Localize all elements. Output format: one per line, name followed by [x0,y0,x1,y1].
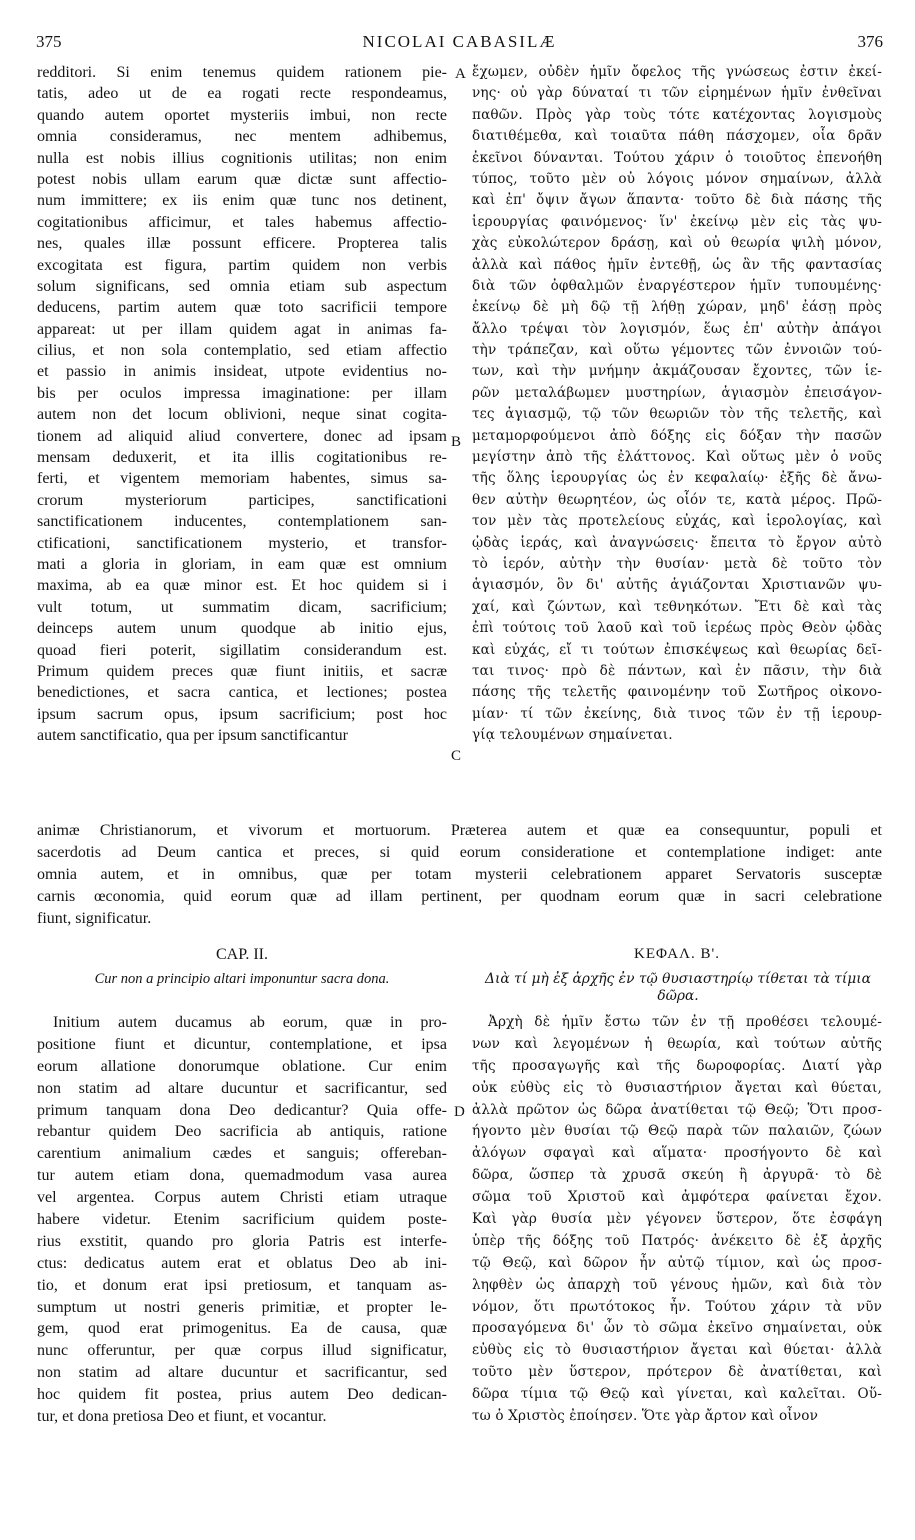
running-head [36,32,883,56]
text-line: Ἀρχὴ δὲ ἡμῖν ἔστω τῶν ἐν τῇ προθέσει τελουμέ- [488,1014,882,1030]
text-line: tur, et dona pretiosa Deo et fiunt, et vocantur. [37,1408,327,1426]
text-line: τοῦτο μὲν ὕστερον, πρότερον δὲ ἀνατίθεται, καὶ [472,1364,882,1381]
text-line: ρῶν μεταλάβωμεν μυστηρίων, ἁγιασμὸν ἐπεισάγον- [472,384,882,401]
latin-chapter-subtitle: Cur non a principio altari imponuntur sacra dona. [94,971,390,987]
text-line: διατιθέμεθα, καὶ τοιαῦτα πάθη πάσχομεν, οἷα δρᾶν [472,128,882,145]
text-line: χαί, καὶ ζώντων, καὶ τεθνηκότων. Ἔτι δὲ καὶ τὰς [472,598,882,615]
text-line: appareat: ut per illam quidem agat in animas fa- [37,320,447,338]
text-line: Καὶ γὰρ θυσία μὲν γέγονεν ὕστερον, ὅτε ἐσφάγη [472,1211,882,1228]
text-line: tionem ad aliquid aliud convertere, donec ad ipsam [37,427,447,445]
text-line: τῷ Θεῷ, καὶ δῶρον ἦν αὐτῷ τίμιον, καὶ ὡς προσ- [472,1254,882,1271]
text-line: δῶρα τίμια τῷ Θεῷ καὶ γίνεται, καὶ καλεῖται. Οὕ- [472,1386,882,1403]
margin-marker-b: B [451,434,462,450]
text-line: τὴν τράπεζαν, καὶ οὕτω γέμοντες τῶν ἐννοιῶν τού- [472,342,882,359]
text-line: nunc offeruntur, per quæ corpus illud significatur, [37,1342,447,1360]
text-line: μεγίστην ἀπὸ τῆς ἐλάττονος. Καὶ οὕτως μὲν ὁ νοῦς [472,449,882,466]
text-line: νόμον, ὅτι πρωτότοκος ἦν. Τούτου χάριν τὰ νῦν [472,1298,882,1315]
text-line: benedictiones, et sacra cantica, et lectiones; postea [37,684,447,702]
latin-chapter-title: CAP. II. [215,946,268,963]
text-line: οὐκ εὐθὺς εἰς τὸ θυσιαστήριον ἄγεται καὶ θύεται, [472,1079,882,1096]
margin-marker-d: D [454,1104,465,1120]
text-line: potest nobis ullam earum quæ dictæ sunt affectio- [37,170,447,188]
greek-chapter-title: ΚΕΦΑΛ. Β'. [634,946,720,962]
text-line: non statim ad altare ducuntur et sacrificantur, sed [37,1079,447,1097]
text-line: num immittere; ex iis enim quæ tunc nos detinent, [37,192,447,210]
latin-column-bottom [37,1012,447,1428]
text-line: maxima, ab ea quæ minor est. Et hoc quidem si i [37,577,447,595]
text-line: τῆς προσαγωγῆς καὶ τῆς δωροφορίας. Διατί γὰρ [472,1057,882,1074]
text-line: vel argentea. Corpus autem Christi etiam utraque [37,1189,447,1207]
text-line: τω ὁ Χριστὸς ἐποίησεν. Ὅτε γὰρ ἄρτον καὶ οἶνον [472,1408,818,1425]
text-line: καὶ εὐχάς, εἴ τι τούτων ἐπισκέψεως καὶ θεωρίας δεῖ- [472,641,882,658]
latin-column-top [37,62,447,747]
text-line: sanctificationem inducentes, contemplationem san- [37,513,447,531]
greek-column-bottom [472,1012,882,1428]
text-line: quoad fieri poterit, sigillatim considerandum est. [37,641,447,659]
text-line: sumptum ut nostri generis primitiæ, et propter le- [37,1298,447,1316]
text-line: animæ Christianorum, et vivorum et mortuorum. Præterea autem et quæ ea consequuntur, populi et [37,822,882,839]
text-line: νης· οὐ γὰρ δύναταί τι τῶν εἰρημένων ἡμῖν ἐνθεῖναι [472,85,882,102]
text-line: habere videtur. Etenim sacrificium quidem poste- [37,1211,447,1229]
text-line: τὸ ἱερόν, αὐτὴν τὴν θυσίαν· μετὰ δὲ τοῦτο τὸν [472,555,882,572]
text-line: rius exstitit, quando pro gloria Patris est interfe- [37,1232,447,1250]
text-line: ᾠδὰς ἱεράς, καὶ ἀναγνώσεις· ἔπειτα τὸ ἔργον αὐτὸ [472,534,882,551]
text-line: autem non det locum oblivioni, neque sinat cogita- [37,406,447,424]
text-line: τῆς ὅλης ἱερουργίας ὡς ἐν κεφαλαίῳ· ἑξῆς δὲ ἄνω- [472,470,882,487]
text-line: et passio in animis insideat, utpote evidentius no- [37,363,447,381]
text-line: cogitationibus afficimur, et tales habemus affectio- [37,213,447,231]
text-line: θεν αὐτὴν θεωρητέον, ὡς οἷόν τε, κατὰ μέρος. Πρῶ- [472,491,882,508]
greek-column-top [472,62,882,747]
text-line: γίᾳ τελουμένων σημαίνεται. [472,727,673,744]
text-line: εὐθὺς εἰς τὸ θυσιαστήριον ἄγεται καὶ θύεται· ἀλλὰ [472,1342,882,1359]
text-line: ἁγιασμόν, ὃν δι' αὐτῆς ἁγιάζονται Χριστιανῶν ψυ- [472,577,882,594]
text-line: ipsum sacrum opus, ipsum sacrificium; post hoc [37,705,447,723]
text-line: carnis œconomia, quid eorum quæ ad illam pertinent, per quodnam eorum quæ in sacri celebratione [37,888,882,905]
text-line: primum tanquam dona Deo dedicantur? Quia offe- [37,1101,447,1119]
text-line: τον μὲν τὰς προτελείους εὐχάς, καὶ ἱερολογίας, καὶ [472,513,882,530]
text-line: omnia autem, et in omnibus, quæ per totam mysterii celebrationem apparet Servatoris susceptæ [37,866,882,883]
text-line: διὰ τῶν ὀφθαλμῶν ἐναργέστερον ἡμῖν τυπουμένης· [472,277,882,294]
text-line: excogitata est figura, partim quidem non verbis [37,256,447,274]
text-line: fiunt, significatur. [37,910,152,927]
text-line: ληφθὲν ὡς ἀπαρχὴ τοῦ γένους ἡμῶν, καὶ διὰ τὸν [472,1276,882,1293]
text-line: solum significans, sed omnia etiam sub aspectum [37,277,447,295]
text-line: carentium animalium cædes et sanguis; offereban- [37,1145,447,1163]
text-line: καὶ ἐπ' ὄψιν ἄγων ἅπαντα· τοῦτο δὲ διὰ πάσης τῆς [472,192,882,209]
text-line: mati a gloria in gloriam, in eam quæ est omnium [37,555,447,573]
text-line: vult totum, ut summatim dicam, sacrificium; [37,598,447,616]
margin-marker-c: C [451,748,462,764]
text-line: nes, quales illæ possunt efficere. Propterea talis [37,235,447,253]
text-line: νων καὶ λεγομένων ἡ θεωρία, καὶ τούτων αὐτῆς [472,1035,882,1052]
text-line: deinceps autem unum quodque ab initio ejus, [37,620,447,638]
text-line: cilius, et non sola contemplatio, sed etiam affectio [37,342,447,360]
text-line: τύπος, τοῦτο μὲν οὐ λόγοις μόνον σημαίνων, ἀλλὰ [472,170,882,187]
text-line: Primum quidem preces quæ fiunt initiis, et sacræ [37,662,447,680]
right-page-number: 376 [857,32,883,51]
text-line: sacerdotis ad Deum cantica et preces, si quid eorum consideratione et contemplatione indiget: ante [37,844,882,861]
greek-chapter-subtitle: Διὰ τί μὴ ἐξ ἀρχῆς ἐν τῷ θυσιαστηρίῳ τίθεται τὰ τίμια δῶρα. [484,971,871,1004]
text-line: tatis, adeo ut de ea rogati recte respondeamus, [37,85,447,103]
text-line: ἐπὶ τούτοις τοῦ λαοῦ καὶ τοῦ ἱερέως πρὸς Θεὸν ᾠδὰς [472,620,882,637]
text-line: ήγοντο μὲν θυσίαι τῷ Θεῷ παρὰ τῶν παλαιῶν, ζώων [472,1123,882,1140]
text-line: ἀλλὰ καὶ πάθος ἡμῖν ἐντεθῇ, ὡς ἂν τῆς φαντασίας [472,256,882,273]
text-line: eorum allatione donorumque oblatione. Cur enim [37,1057,447,1075]
text-line: crorum mysteriorum participes, sanctificationi [37,491,447,509]
text-line: τες ἁγιασμῷ, τῷ τῶν θεωριῶν τὸν τῆς τελετῆς, καὶ [472,406,882,423]
text-line: omnia consideramus, nec mentem adhibemus, [37,128,447,146]
text-line: ctificationi, sanctificationem mysterio, et transfor- [37,534,447,552]
text-line: ἀλλὰ πρῶτον ὡς δῶρα ἀνατίθεται τῷ Θεῷ; Ὅτι προσ- [472,1101,882,1118]
left-page-number: 375 [36,32,62,51]
full-width-paragraph [37,820,882,930]
text-line: quando autem oportet mysteriis imbui, non recte [37,106,447,124]
text-line: ἔχωμεν, οὐδὲν ἡμῖν ὄφελος τῆς γνώσεως ἐστιν ἐκεί- [472,64,882,80]
text-line: πάσης τῆς τελετῆς φαινομένην τοῦ Σωτῆρος οἰκονο- [472,684,882,701]
text-line: nulla est nobis illius cognitionis utilitas; non enim [37,149,447,167]
text-line: positione fiunt et dicuntur, contemplatione, et ipsa [37,1035,447,1053]
text-line: tio, et donum erat ipsi pretiosum, et tanquam as- [37,1276,447,1294]
text-line: ὑπὲρ τῆς δόξης τοῦ Πατρός· ἀνέκειτο δὲ ἐξ ἀρχῆς [472,1232,882,1249]
text-line: σῶμα τοῦ Χριστοῦ καὶ ἀμφότερα φαίνεται ἔχον. [472,1189,882,1206]
text-line: autem sanctificatio, qua per ipsum sanctificantur [37,727,348,745]
text-line: χὰς εὐκολώτερον δράσῃ, καὶ οὐ θεωρία ψιλὴ μόνον, [472,235,882,252]
text-line: Initium autem ducamus ab eorum, quæ in pro- [53,1014,447,1031]
text-line: δῶρα, ὥσπερ τὰ χρυσᾶ σκεύη ἢ ἀργυρᾶ· τὸ δὲ [472,1167,882,1184]
text-line: ctus: dedicatus autem erat et oblatus Deo ab ini- [37,1254,447,1272]
text-line: ferti, et vigentem memoriam habentes, simus sa- [37,470,447,488]
text-line: redditori. Si enim tenemus quidem rationem pie- [37,64,447,81]
text-line: hoc quidem fit postea, prius autem Deo dedican- [37,1386,447,1404]
text-line: μίαν· τί τῶν ἐκείνης, διὰ τινος τῶν ἐν τῇ ἱερουρ- [472,705,882,722]
text-line: ἐκεῖνοι δύνανται. Τούτου χάριν ὁ τοιοῦτος ἐπενοήθη [472,149,882,166]
text-line: mensam deduxerit, et ita illis cogitationibus re- [37,449,447,467]
text-line: ται τινος· πρὸ δὲ πάντων, καὶ ἐν πᾶσιν, τὴν διὰ [472,662,882,679]
text-line: προσαγόμενα δι' ὧν τὸ σῶμα ἐκεῖνο σημαίνεται, οὐκ [472,1320,882,1337]
running-title: NICOLAI CABASILÆ [362,32,557,51]
text-line: gem, quod erat primogenitus. Ea de causa, quæ [37,1320,447,1338]
text-line: rebantur quidem Deo sacrificia ab antiquis, ratione [37,1123,447,1141]
text-line: non statim ad altare ducuntur et sacrificantur, sed [37,1364,447,1382]
text-line: bis per oculos impressa imaginatione: per illam [37,384,447,402]
text-line: παθῶν. Πρὸς γὰρ τοὺς τότε κατέχοντας λογισμοὺς [472,106,882,123]
text-line: των, καὶ τὴν μνήμην ἀκμάζουσαν ἔχοντες, τῶν ἱε- [472,363,882,380]
text-line: tur autem etiam dona, quemadmodum vasa aurea [37,1167,447,1185]
text-line: ἐκείνῳ δὲ μὴ δῷ τῇ λήθῃ χώραν, μηδ' ἐάσῃ πρὸς [472,299,882,316]
text-line: μεταμορφούμενοι ἀπὸ δόξης εἰς δόξαν τὴν πασῶν [472,427,882,444]
margin-marker-a: A [455,66,466,82]
text-line: deducens, partim autem quæ toto sacrificii tempore [37,299,447,317]
text-line: ἀλόγων σφαγαὶ καὶ αἵματα· προσήγοντο δὲ καὶ [472,1145,882,1162]
text-line: ἄλλο τρέψαι τὸν λογισμόν, ἕως ἐπ' αὐτὴν ἀπάγοι [472,320,882,337]
text-line: ἱερουργίας φαινόμενος· ἵν' ἐκείνῳ μὲν εἰς τὰς ψυ- [472,213,882,230]
